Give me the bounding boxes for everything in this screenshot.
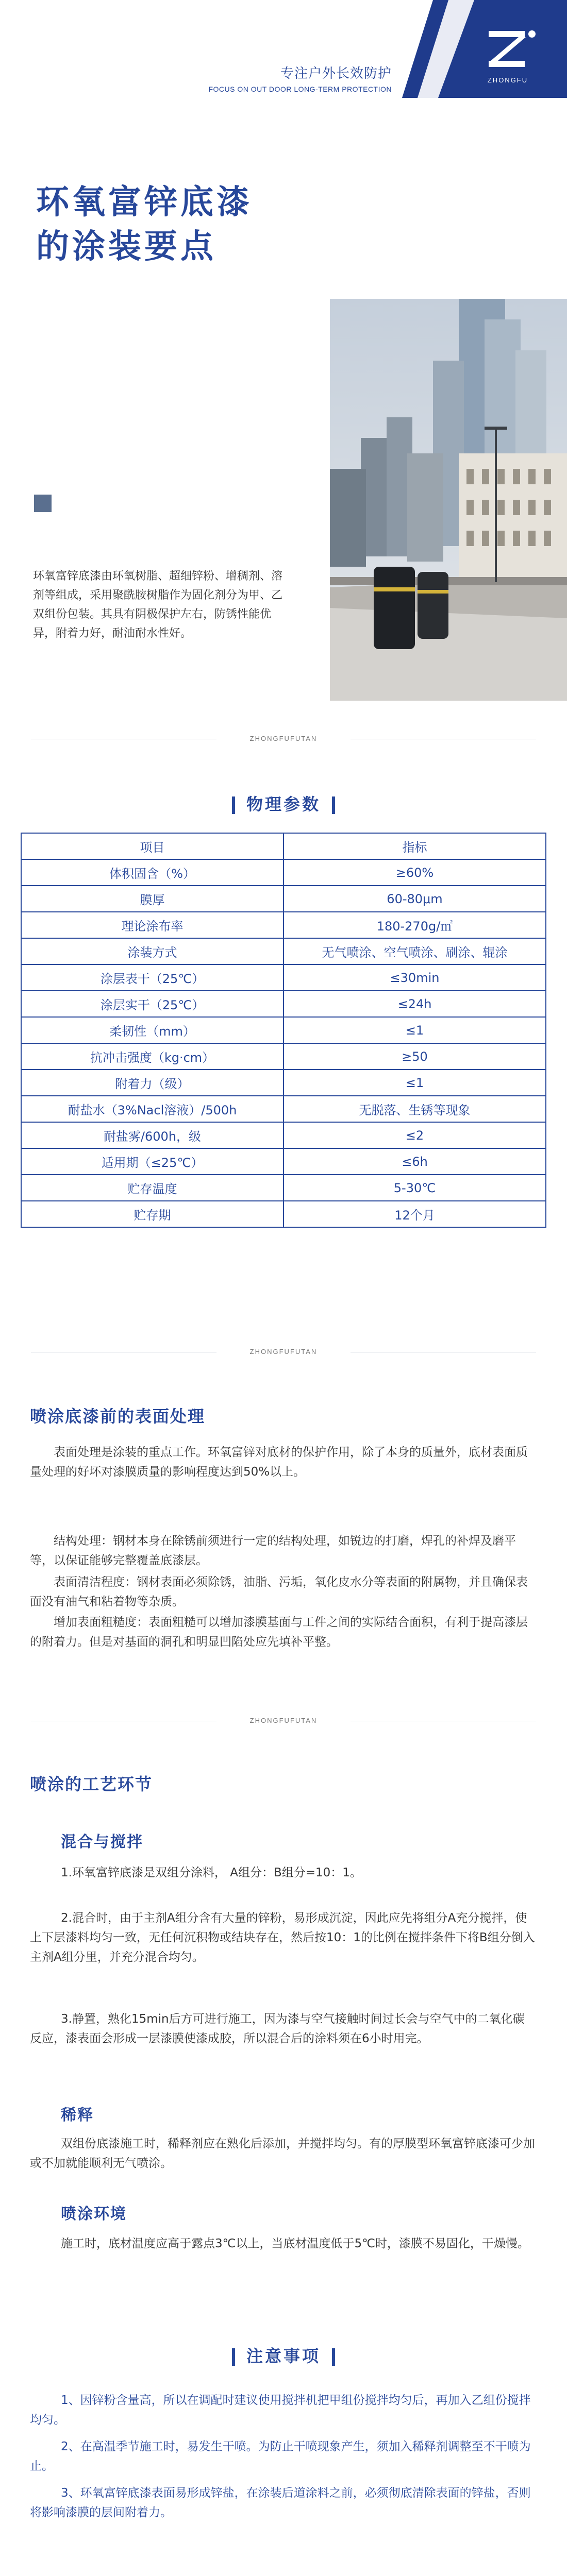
mix-p1: 1.环氧富锌底漆是双组分涂料， A组分：B组分=10：1。 bbox=[61, 1866, 362, 1879]
mix-p2: 2.混合时，由于主剂A组分含有大量的锌粉，易形成沉淀，因此应先将组分A充分搅拌，使上下层漆料均匀一致，无任何沉积物或结块存在，然后按10：1的比例在搅拌条件下将B组分倒入主剂A组分里，并充分混合均匀。 bbox=[30, 1911, 535, 1964]
table-header-row bbox=[21, 833, 546, 859]
divider bbox=[0, 1347, 567, 1357]
city-bridge-photo bbox=[330, 299, 567, 701]
param-name-cell: 项目 bbox=[21, 833, 284, 859]
param-name-cell: 贮存期 bbox=[21, 1201, 284, 1227]
surface-p2: 结构处理：钢材本身在除锈前须进行一定的结构处理，如锐边的打磨，焊孔的补焊及磨平等，以保证能够完整覆盖底漆层。 bbox=[30, 1534, 516, 1567]
page-header bbox=[0, 0, 567, 98]
mix-heading: 混合与搅拌 bbox=[61, 1833, 143, 1851]
slogan-en: FOCUS ON OUT DOOR LONG-TERM PROTECTION bbox=[208, 85, 392, 93]
param-value-cell: 无脱落、生锈等现象 bbox=[284, 1096, 546, 1122]
param-value-cell: ≥60% bbox=[284, 859, 546, 886]
param-value-cell: ≤2 bbox=[284, 1122, 546, 1148]
param-value-cell: 180-270g/㎡ bbox=[284, 912, 546, 938]
param-value-cell: 5-30℃ bbox=[284, 1175, 546, 1201]
param-value-cell: 指标 bbox=[284, 833, 546, 859]
param-name-cell: 理论涂布率 bbox=[21, 912, 284, 938]
table-row bbox=[21, 886, 546, 912]
table-row bbox=[21, 1122, 546, 1148]
decorative-square bbox=[34, 495, 52, 512]
process-heading: 喷涂的工艺环节 bbox=[30, 1774, 153, 1794]
param-name-cell: 涂层实干（25℃） bbox=[21, 991, 284, 1017]
title-line-1: 环氧富锌底漆 bbox=[36, 183, 253, 222]
param-name-cell: 抗冲击强度（kg·cm） bbox=[21, 1043, 284, 1070]
params-heading bbox=[0, 791, 567, 815]
env-p: 施工时，底材温度应高于露点3℃以上，当底材温度低于5℃时，漆膜不易固化，干燥慢。 bbox=[61, 2237, 529, 2250]
param-value-cell: ≤6h bbox=[284, 1148, 546, 1175]
param-value-cell: ≤30min bbox=[284, 964, 546, 991]
dilute-heading: 稀释 bbox=[61, 2106, 94, 2124]
surface-heading: 喷涂底漆前的表面处理 bbox=[30, 1406, 206, 1426]
page-title bbox=[36, 180, 253, 269]
param-name-cell: 柔韧性（mm） bbox=[21, 1017, 284, 1043]
param-name-cell: 涂层表干（25℃） bbox=[21, 964, 284, 991]
dilute-p: 双组份底漆施工时，稀释剂应在熟化后添加，并搅拌均匀。有的厚膜型环氧富锌底漆可少加或不加就能顺利无气喷涂。 bbox=[30, 2137, 535, 2170]
param-name-cell: 耐盐雾/600h，级 bbox=[21, 1122, 284, 1148]
table-row bbox=[21, 964, 546, 991]
param-value-cell: 12个月 bbox=[284, 1201, 546, 1227]
param-name-cell: 体积固含（%） bbox=[21, 859, 284, 886]
table-row bbox=[21, 1070, 546, 1096]
notes-heading bbox=[0, 2343, 567, 2367]
mix-p3: 3.静置，熟化15min后方可进行施工，因为漆与空气接触时间过长会与空气中的二氧化碳反应，漆表面会形成一层漆膜使漆成胶，所以混合后的涂料须在6小时用完。 bbox=[30, 2012, 525, 2045]
intro-text: 环氧富锌底漆由环氧树脂、超细锌粉、增稠剂、溶剂等组成，采用聚酰胺树脂作为固化剂分为甲、乙双组份包装。其具有阴极保护左右，防锈性能优异，附着力好，耐油耐水性好。 bbox=[33, 570, 283, 640]
table-row bbox=[21, 1017, 546, 1043]
skyline-footer bbox=[0, 2571, 567, 2576]
table-row bbox=[21, 1096, 546, 1122]
brand-logo bbox=[402, 0, 567, 98]
table-row bbox=[21, 912, 546, 938]
surface-p4: 增加表面粗糙度：表面粗糙可以增加漆膜基面与工件之间的实际结合面积，有利于提高漆层的附着力。但是对基面的洞孔和明显凹陷处应先填补平整。 bbox=[30, 1616, 528, 1649]
table-row bbox=[21, 1201, 546, 1227]
param-value-cell: ≤24h bbox=[284, 991, 546, 1017]
notes-heading-text: 注意事项 bbox=[246, 2346, 321, 2366]
slogan-cn: 专注户外长效防护 bbox=[280, 66, 392, 81]
param-name-cell: 适用期（≤25℃） bbox=[21, 1148, 284, 1175]
divider-text: ZHONGFUFUTAN bbox=[249, 1717, 318, 1724]
note-2: 2、在高温季节施工时，易发生干喷。为防止干喷现象产生，须加入稀释剂调整至不干喷为止。 bbox=[30, 2440, 531, 2473]
param-name-cell: 膜厚 bbox=[21, 886, 284, 912]
slogan bbox=[196, 63, 392, 93]
param-name-cell: 涂装方式 bbox=[21, 938, 284, 964]
param-value-cell: 60-80μm bbox=[284, 886, 546, 912]
param-name-cell: 耐盐水（3%Nacl溶液）/500h bbox=[21, 1096, 284, 1122]
table-row bbox=[21, 991, 546, 1017]
param-value-cell: ≥50 bbox=[284, 1043, 546, 1070]
table-row bbox=[21, 1148, 546, 1175]
divider-text: ZHONGFUFUTAN bbox=[249, 735, 318, 742]
table-row bbox=[21, 1175, 546, 1201]
divider bbox=[0, 734, 567, 744]
param-value-cell: ≤1 bbox=[284, 1017, 546, 1043]
param-value-cell: 无气喷涂、空气喷涂、刷涂、辊涂 bbox=[284, 938, 546, 964]
divider bbox=[0, 1716, 567, 1726]
param-name-cell: 附着力（级） bbox=[21, 1070, 284, 1096]
param-value-cell: ≤1 bbox=[284, 1070, 546, 1096]
table-row bbox=[21, 1043, 546, 1070]
logo-text: ZHONGFU bbox=[487, 76, 528, 84]
env-heading: 喷涂环境 bbox=[61, 2205, 127, 2223]
surface-p3: 表面清洁程度：钢材表面必须除锈，油脂、污垢，氧化皮水分等表面的附属物，并且确保表面没有油气和粘着物等杂质。 bbox=[30, 1575, 528, 1608]
params-heading-text: 物理参数 bbox=[246, 794, 321, 814]
table-row bbox=[21, 938, 546, 964]
divider-text: ZHONGFUFUTAN bbox=[249, 1348, 318, 1355]
params-table bbox=[21, 833, 546, 1228]
surface-p1: 表面处理是涂装的重点工作。环氧富锌对底材的保护作用，除了本身的质量外，底材表面质量处理的好坏对漆膜质量的影响程度达到50%以上。 bbox=[30, 1446, 528, 1479]
note-3: 3、环氧富锌底漆表面易形成锌盐，在涂装后道涂料之前，必须彻底清除表面的锌盐，否则将影响漆膜的层间附着力。 bbox=[30, 2486, 531, 2519]
note-1: 1、因锌粉含量高，所以在调配时建议使用搅拌机把甲组份搅拌均匀后，再加入乙组份搅拌均匀。 bbox=[30, 2394, 531, 2427]
param-name-cell: 贮存温度 bbox=[21, 1175, 284, 1201]
title-line-2: 的涂装要点 bbox=[36, 228, 216, 266]
table-row bbox=[21, 859, 546, 886]
